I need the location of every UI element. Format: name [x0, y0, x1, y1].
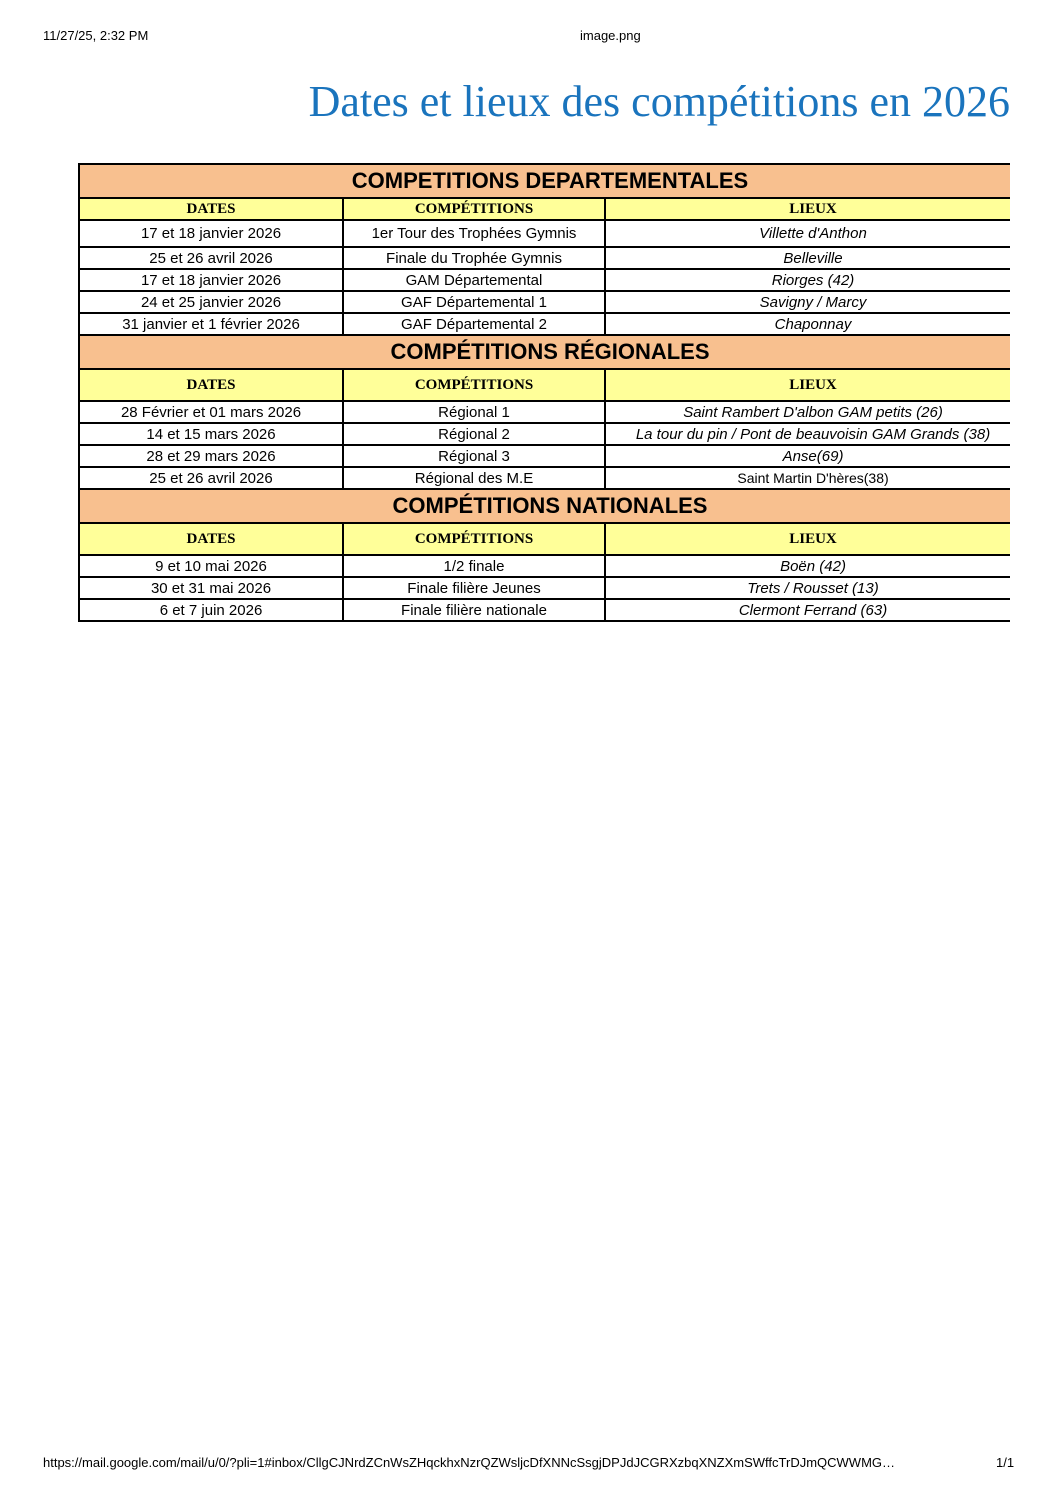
cell-competition: Régional 2 — [343, 423, 605, 445]
cell-date: 14 et 15 mars 2026 — [79, 423, 343, 445]
competitions-table — [78, 163, 1010, 622]
cell-date: 24 et 25 janvier 2026 — [79, 291, 343, 313]
table-row — [79, 269, 1010, 291]
column-header-lieux: LIEUX — [605, 198, 1010, 220]
column-header-lieux: LIEUX — [605, 523, 1010, 555]
cell-lieu: Trets / Rousset (13) — [605, 577, 1010, 599]
table-row — [79, 247, 1010, 269]
table-row — [79, 423, 1010, 445]
cell-competition: 1/2 finale — [343, 555, 605, 577]
table-row — [79, 577, 1010, 599]
competitions-table-wrapper — [78, 163, 1010, 622]
cell-date: 30 et 31 mai 2026 — [79, 577, 343, 599]
cell-date: 31 janvier et 1 février 2026 — [79, 313, 343, 335]
cell-lieu: Anse(69) — [605, 445, 1010, 467]
cell-lieu: Chaponnay — [605, 313, 1010, 335]
print-datetime: 11/27/25, 2:32 PM — [43, 28, 149, 43]
cell-competition: 1er Tour des Trophées Gymnis — [343, 220, 605, 247]
section-header-regionales — [79, 335, 1010, 369]
cell-date: 28 et 29 mars 2026 — [79, 445, 343, 467]
cell-lieu: Saint Martin D'hères(38) — [605, 467, 1010, 489]
cell-date: 28 Février et 01 mars 2026 — [79, 401, 343, 423]
cell-lieu: Savigny / Marcy — [605, 291, 1010, 313]
table-row — [79, 291, 1010, 313]
cell-lieu: Riorges (42) — [605, 269, 1010, 291]
column-header-row — [79, 198, 1010, 220]
section-title: COMPÉTITIONS RÉGIONALES — [79, 335, 1010, 369]
table-row — [79, 599, 1010, 621]
print-filename: image.png — [580, 28, 641, 43]
column-header-dates: DATES — [79, 198, 343, 220]
section-title: COMPÉTITIONS NATIONALES — [79, 489, 1010, 523]
table-row — [79, 555, 1010, 577]
page-title: Dates et lieux des compétitions en 2026 — [308, 77, 1010, 126]
section-header-nationales — [79, 489, 1010, 523]
table-row — [79, 467, 1010, 489]
cell-lieu: Belleville — [605, 247, 1010, 269]
cell-date: 25 et 26 avril 2026 — [79, 467, 343, 489]
cell-date: 25 et 26 avril 2026 — [79, 247, 343, 269]
section-header-departementales — [79, 164, 1010, 198]
column-header-lieux: LIEUX — [605, 369, 1010, 401]
cell-competition: GAF Départemental 1 — [343, 291, 605, 313]
print-url: https://mail.google.com/mail/u/0/?pli=1#inbox/CllgCJNrdZCnWsZHqckhxNzrQZWsljcDfXNNcSsgjDPJdJCGRXzbqXNZXmSWffcTrDJmQCWWMG… — [43, 1455, 896, 1470]
column-header-competitions: COMPÉTITIONS — [343, 369, 605, 401]
cell-competition: Régional 1 — [343, 401, 605, 423]
cell-date: 9 et 10 mai 2026 — [79, 555, 343, 577]
cell-lieu: La tour du pin / Pont de beauvoisin GAM Grands (38) — [605, 423, 1010, 445]
table-row — [79, 220, 1010, 247]
cell-lieu: Clermont Ferrand (63) — [605, 599, 1010, 621]
cell-competition: Finale du Trophée Gymnis — [343, 247, 605, 269]
section-title: COMPETITIONS DEPARTEMENTALES — [79, 164, 1010, 198]
table-row — [79, 401, 1010, 423]
cell-competition: GAM Départemental — [343, 269, 605, 291]
cell-date: 17 et 18 janvier 2026 — [79, 269, 343, 291]
table-row — [79, 313, 1010, 335]
cell-competition: Régional des M.E — [343, 467, 605, 489]
column-header-row — [79, 523, 1010, 555]
table-row — [79, 445, 1010, 467]
column-header-dates: DATES — [79, 369, 343, 401]
cell-competition: Finale filière Jeunes — [343, 577, 605, 599]
cell-date: 17 et 18 janvier 2026 — [79, 220, 343, 247]
column-header-dates: DATES — [79, 523, 343, 555]
cell-date: 6 et 7 juin 2026 — [79, 599, 343, 621]
cell-competition: Finale filière nationale — [343, 599, 605, 621]
column-header-competitions: COMPÉTITIONS — [343, 198, 605, 220]
column-header-row — [79, 369, 1010, 401]
cell-competition: GAF Départemental 2 — [343, 313, 605, 335]
print-page-number: 1/1 — [996, 1455, 1015, 1470]
column-header-competitions: COMPÉTITIONS — [343, 523, 605, 555]
cell-lieu: Boën (42) — [605, 555, 1010, 577]
cell-lieu: Villette d'Anthon — [605, 220, 1010, 247]
cell-competition: Régional 3 — [343, 445, 605, 467]
cell-lieu: Saint Rambert D'albon GAM petits (26) — [605, 401, 1010, 423]
